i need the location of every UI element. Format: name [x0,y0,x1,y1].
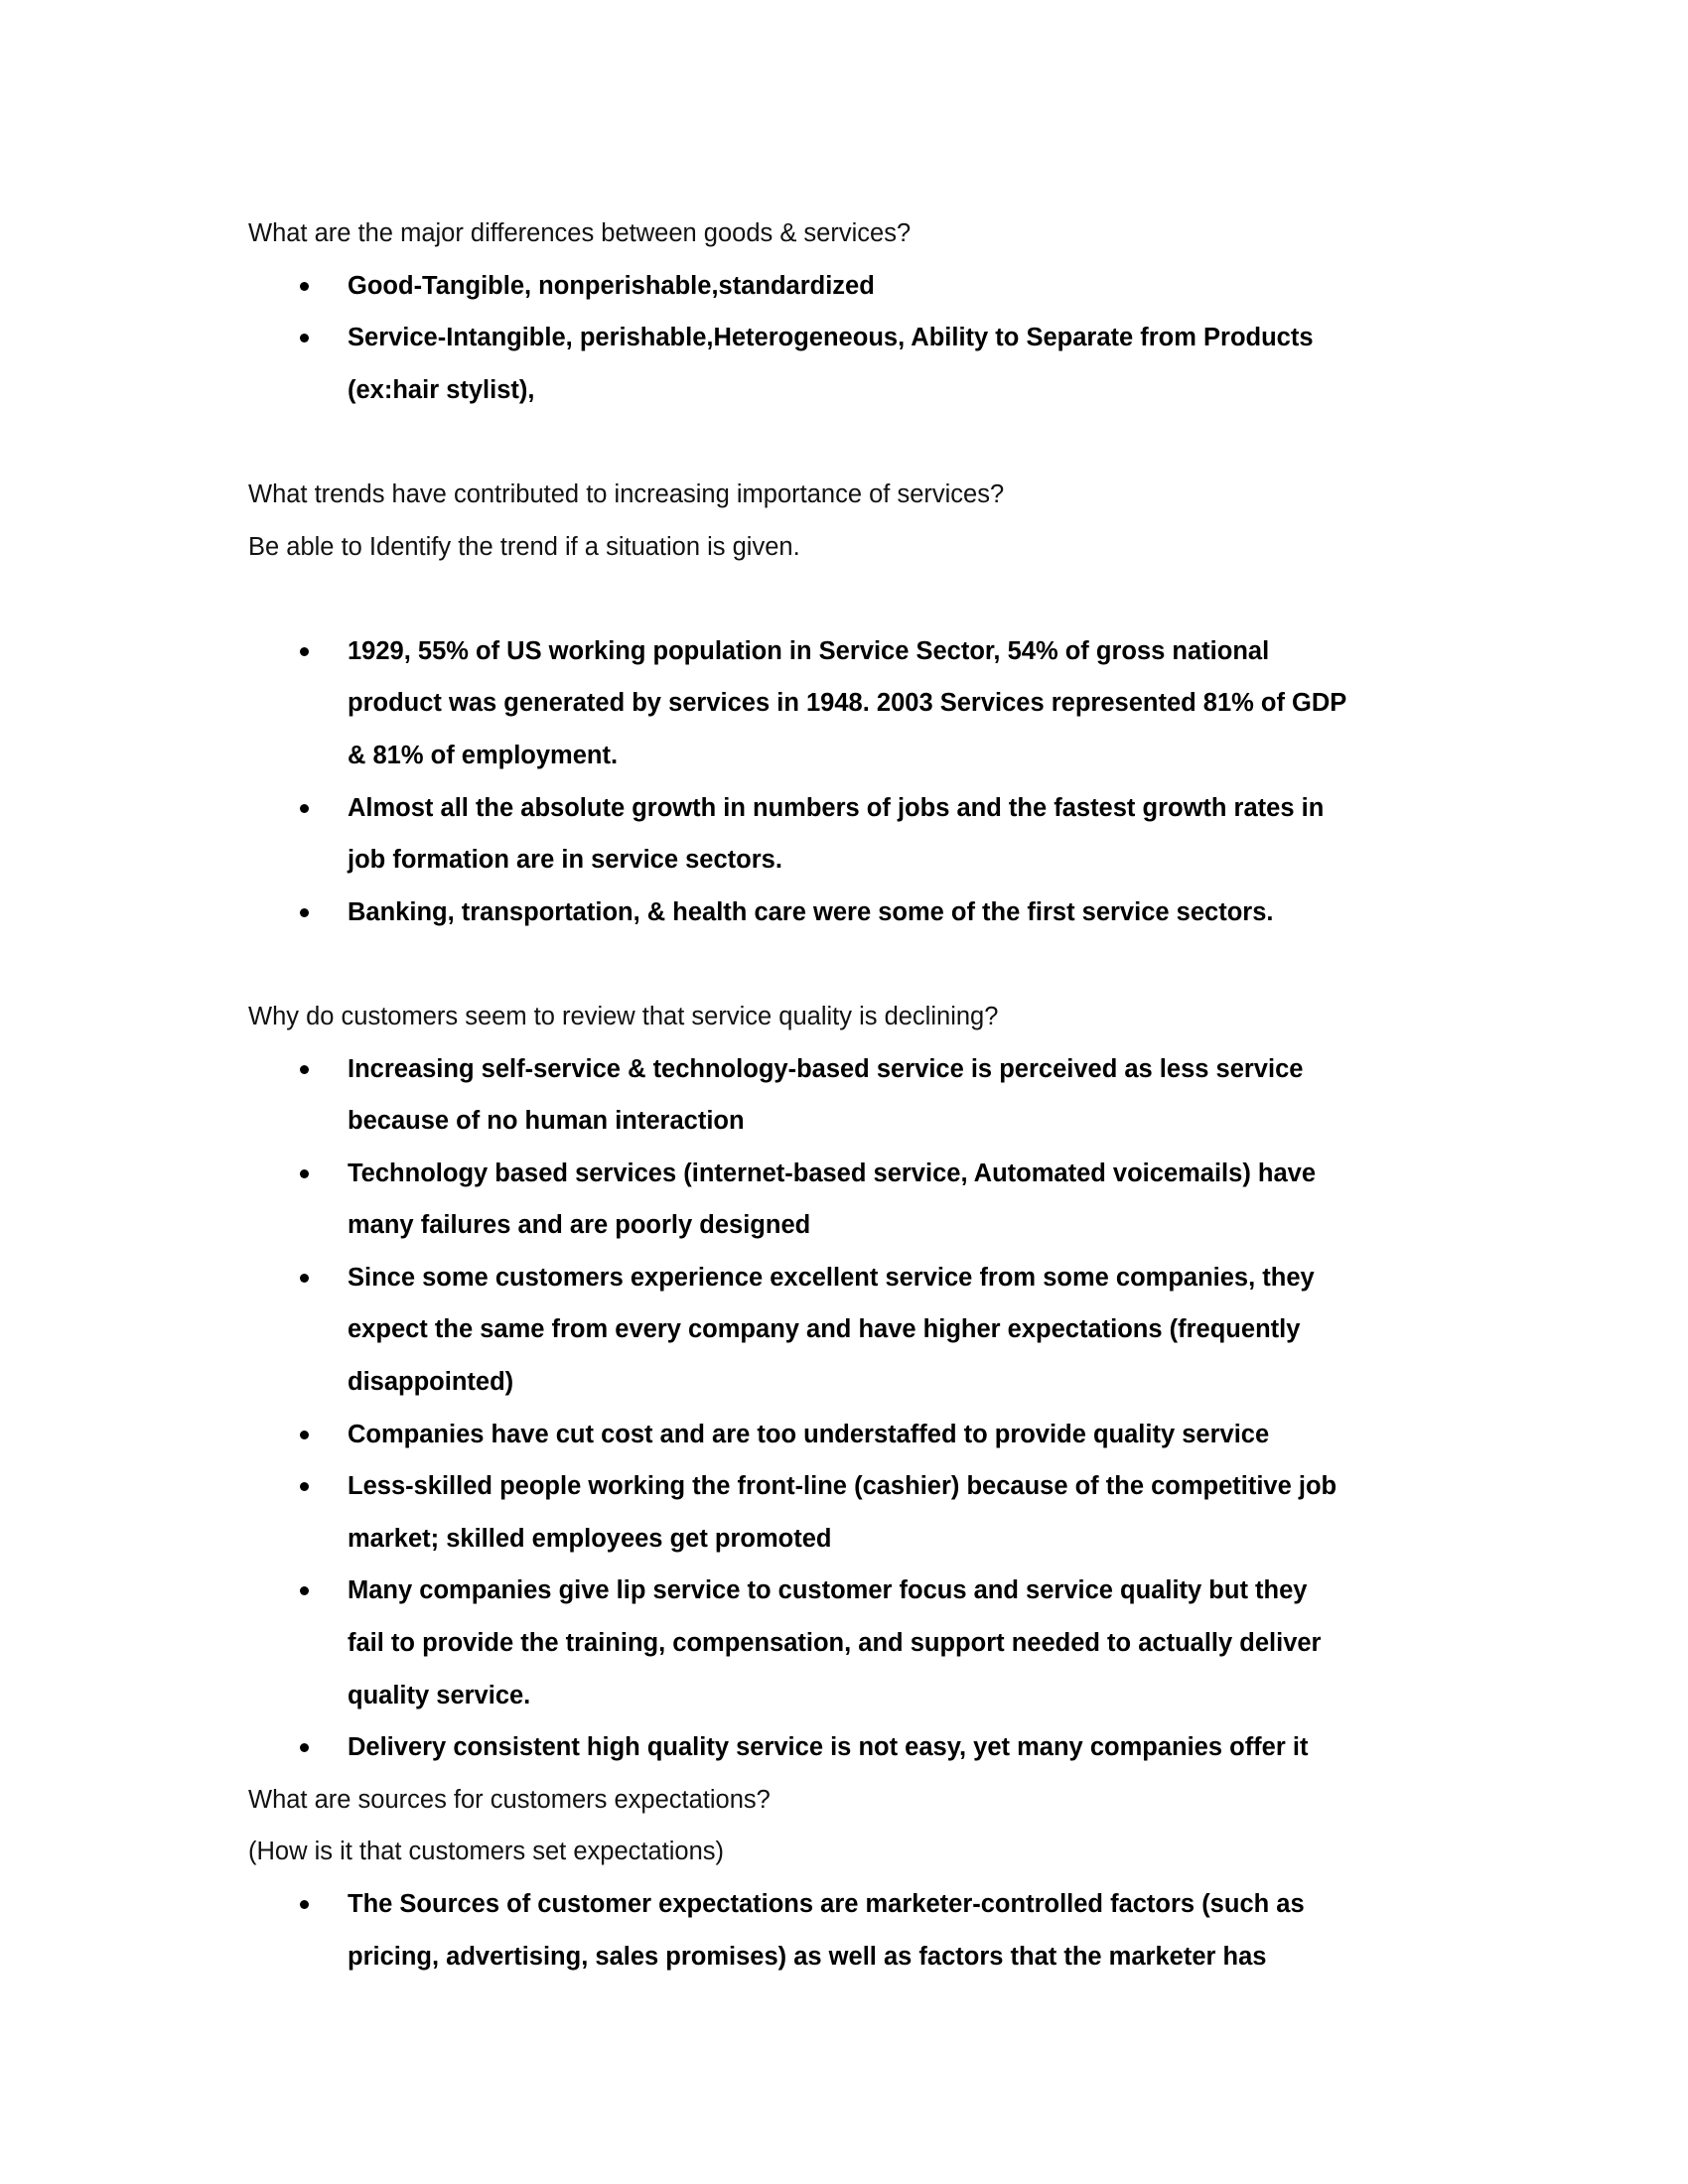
list-item [248,1460,1360,1565]
list-item-text: Increasing self-service & technology-based service is perceived as less service because of no human interaction [348,1054,1304,1136]
bullet-list [248,1878,1440,1982]
list-item-text: Delivery consistent high quality service is not easy, yet many companies offer it [348,1733,1309,1762]
bullet-list [248,260,1440,417]
list-item-text: Banking, transportation, & health care were some of the first service sectors. [348,897,1274,926]
bullet-icon [300,282,309,291]
list-item [248,782,1360,887]
question-subheading: Be able to Identify the trend if a situation is given. [248,532,800,561]
bullet-icon [300,1431,309,1439]
list-item-text: Many companies give lip service to customer focus and service quality but they fail to provide the training, compensation, and support needed to actually deliver quality service. [348,1576,1322,1709]
list-item [248,1878,1340,1982]
bullet-icon [300,334,309,342]
list-item [248,887,1360,939]
list-item [248,1148,1340,1252]
list-item-text: Less-skilled people working the front-line (cashier) because of the competitive job market; skilled employees get promoted [348,1472,1337,1553]
bullet-icon [300,1482,309,1491]
bullet-icon [300,1586,309,1595]
spacer [248,573,1440,625]
question-heading: What are the major differences between goods & services? [248,219,912,247]
question-heading: What are sources for customers expectations? [248,1785,771,1814]
list-item-text: Service-Intangible, perishable,Heterogeneous, Ability to Separate from Products (ex:hair stylist), [348,324,1314,404]
section-goods-vs-services [248,207,1440,416]
document-page [248,207,1440,1982]
bullet-list [248,625,1440,939]
bullet-icon [300,1900,309,1909]
list-item [248,1409,1360,1461]
list-item-text: Companies have cut cost and are too understaffed to provide quality service [348,1420,1270,1448]
question-heading: What trends have contributed to increasing importance of services? [248,479,1005,508]
list-item-text: Almost all the absolute growth in numbers of jobs and the fastest growth rates in job formation are in service sectors. [348,793,1325,875]
bullet-icon [300,1743,309,1752]
list-item-text: Good-Tangible, nonperishable,standardized [348,271,875,300]
list-item-text: Since some customers experience excellent service from some companies, they expect the same from every company and have higher expectations (frequently disappointed) [348,1263,1315,1397]
list-item-text: The Sources of customer expectations are marketer-controlled factors (such as pricing, advertising, sales promises) as well as factors that the marketer has [348,1890,1305,1971]
question-subheading: (How is it that customers set expectations) [248,1838,725,1866]
list-item [248,1252,1340,1409]
list-item-text: Technology based services (internet-based service, Automated voicemails) have many failures and are poorly designed [348,1159,1317,1240]
list-item [248,625,1360,782]
bullet-icon [300,1274,309,1283]
spacer [248,938,1440,991]
spacer [248,416,1440,469]
bullet-icon [300,647,309,656]
list-item-text: 1929, 55% of US working population in Service Sector, 54% of gross national product was generated by services in 1948. 2003 Services represented 81% of GDP & 81% of employment. [348,636,1346,769]
list-item [248,1721,1360,1774]
section-service-quality-decline [248,991,1440,1774]
list-item [248,1565,1350,1721]
bullet-icon [300,1065,309,1074]
section-expectation-sources [248,1774,1440,1982]
section-service-trends [248,469,1440,938]
bullet-icon [300,908,309,917]
list-item [248,1043,1340,1148]
bullet-icon [300,804,309,813]
list-item [248,312,1350,416]
bullet-list [248,1043,1440,1774]
list-item [248,260,1340,313]
question-heading: Why do customers seem to review that service quality is declining? [248,1002,999,1030]
bullet-icon [300,1169,309,1178]
